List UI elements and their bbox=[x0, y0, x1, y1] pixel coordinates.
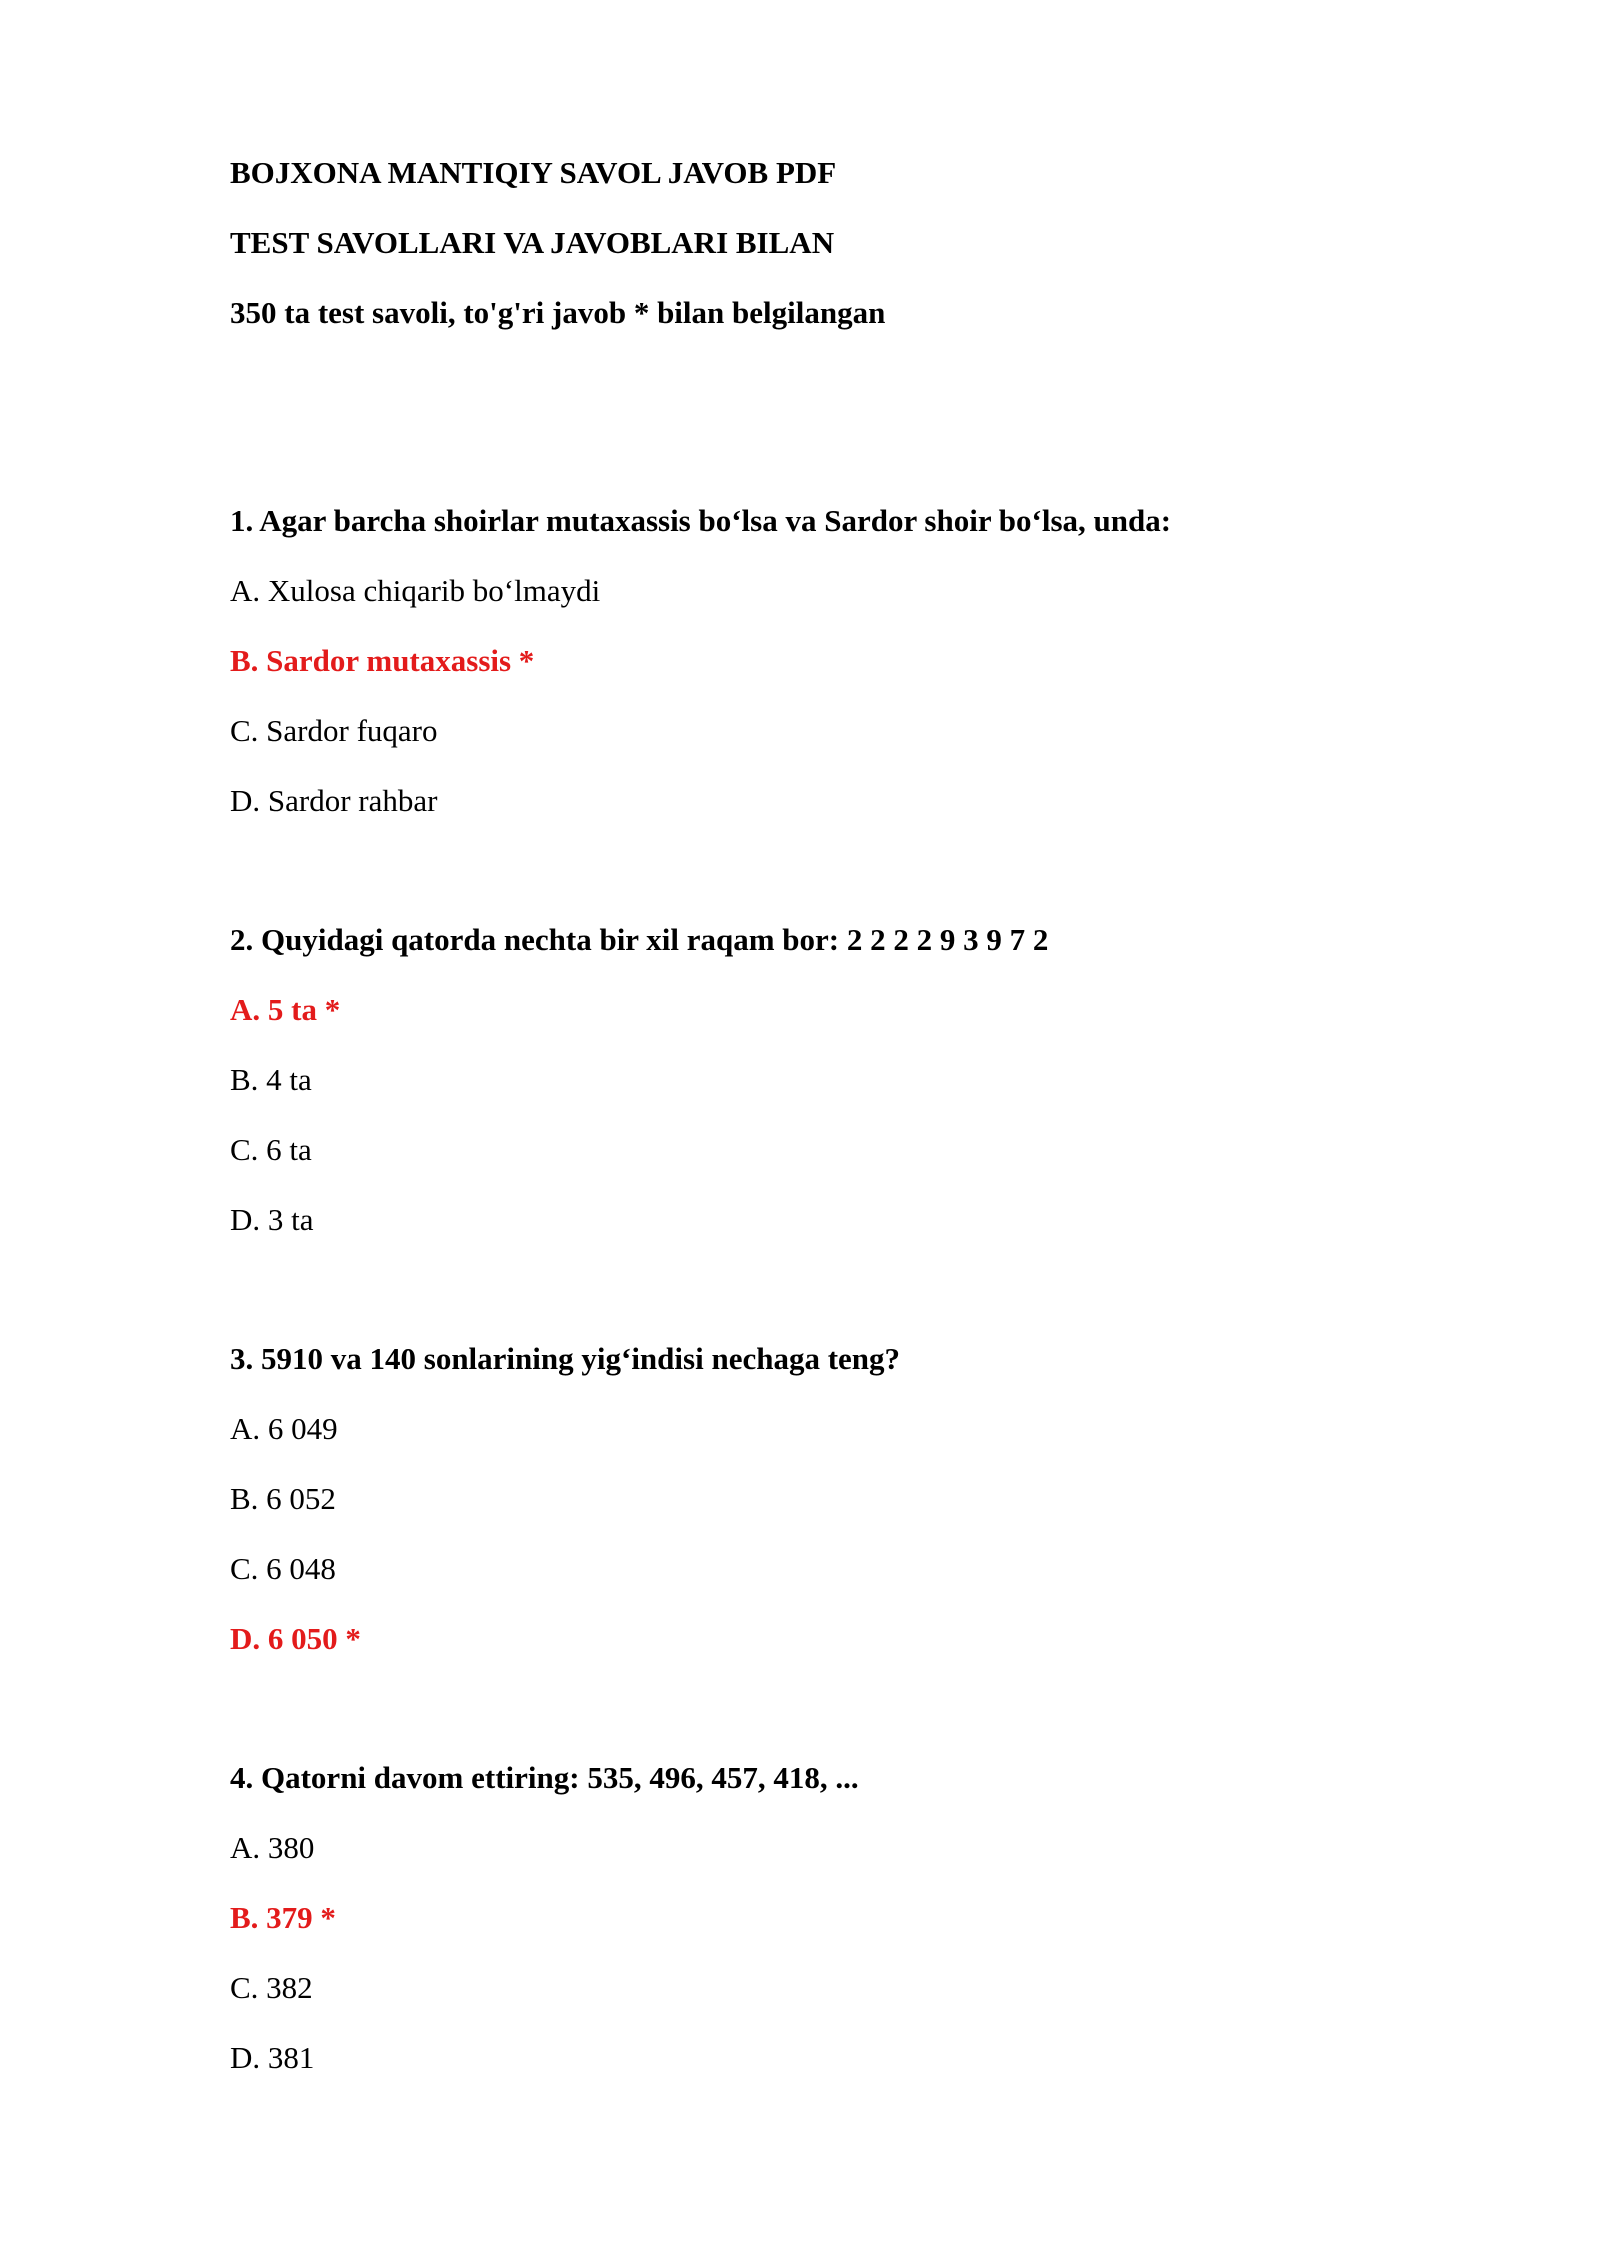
option-4b-correct: B. 379 * bbox=[230, 1900, 336, 1935]
option-2c: C. 6 ta bbox=[230, 1132, 312, 1167]
option-3c: C. 6 048 bbox=[230, 1551, 336, 1586]
document-title: BOJXONA MANTIQIY SAVOL JAVOB PDF bbox=[230, 155, 837, 190]
option-4d: D. 381 bbox=[230, 2040, 315, 2075]
option-3a: A. 6 049 bbox=[230, 1411, 338, 1446]
option-4a: A. 380 bbox=[230, 1830, 315, 1865]
option-1d: D. Sardor rahbar bbox=[230, 783, 438, 818]
option-1a: A. Xulosa chiqarib bo‘lmaydi bbox=[230, 573, 601, 608]
option-3b: B. 6 052 bbox=[230, 1481, 336, 1516]
question-1: 1. Agar barcha shoirlar mutaxassis bo‘lsa va Sardor shoir bo‘lsa, unda: bbox=[230, 503, 1172, 538]
document-subtitle: TEST SAVOLLARI VA JAVOBLARI BILAN bbox=[230, 225, 835, 260]
question-3: 3. 5910 va 140 sonlarining yig‘indisi nechaga teng? bbox=[230, 1341, 901, 1376]
option-2b: B. 4 ta bbox=[230, 1062, 312, 1097]
option-4c: C. 382 bbox=[230, 1970, 313, 2005]
question-4: 4. Qatorni davom ettiring: 535, 496, 457, 418, ... bbox=[230, 1760, 859, 1795]
question-2: 2. Quyidagi qatorda nechta bir xil raqam bor: 2 2 2 2 9 3 9 7 2 bbox=[230, 922, 1049, 957]
document-note: 350 ta test savoli, to'g'ri javob * bilan belgilangan bbox=[230, 295, 886, 330]
option-3d-correct: D. 6 050 * bbox=[230, 1621, 361, 1656]
option-2d: D. 3 ta bbox=[230, 1202, 314, 1237]
option-2a-correct: A. 5 ta * bbox=[230, 992, 341, 1027]
option-1c: C. Sardor fuqaro bbox=[230, 713, 438, 748]
option-1b-correct: B. Sardor mutaxassis * bbox=[230, 643, 535, 678]
